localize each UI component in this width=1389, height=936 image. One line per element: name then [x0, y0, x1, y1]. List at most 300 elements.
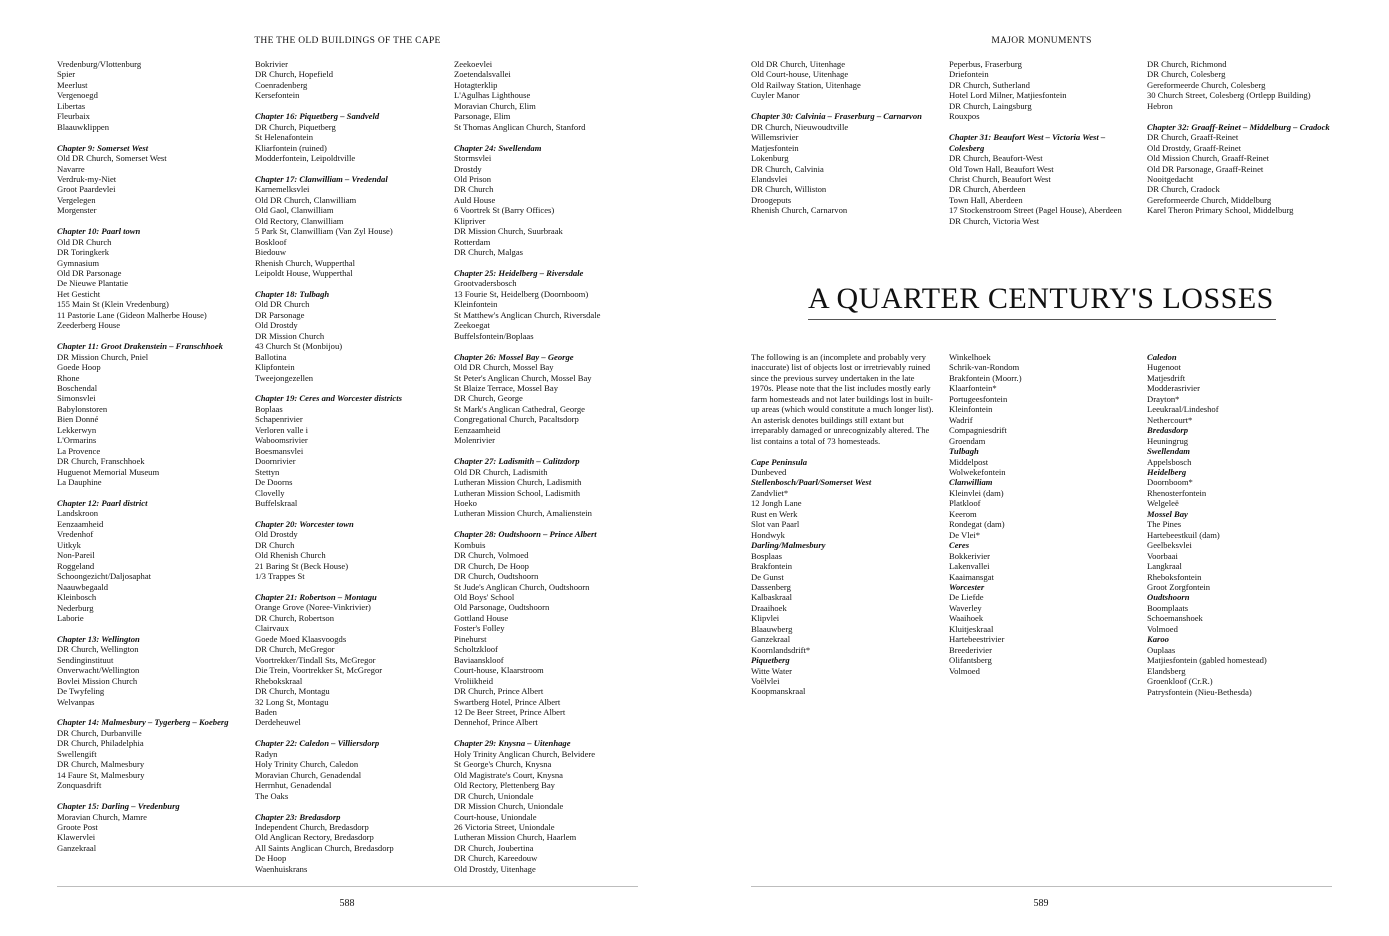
list-item: DR Church, Malmesbury [57, 759, 145, 770]
list-item: Lutheran Mission Church, Amalienstein [454, 508, 592, 519]
list-item: Stettyn [255, 466, 280, 477]
running-head-right: MAJOR MONUMENTS [991, 36, 1092, 46]
chapter-heading: Chapter 29: Knysna – Uitenhage [454, 738, 571, 749]
list-item: Nederburg [57, 602, 94, 613]
list-item: De Hoop [255, 853, 287, 864]
list-item: DR Mission Church, Suurbraak [454, 226, 563, 237]
losses-intro: The following is an (incomplete and probably very inaccurate) list of objects lost or irretrievably ruined since the previous survey undertaken in the late 1970s. Please note that the list includes mostly early farm homesteads and not later buildings lost in built-up areas (which would constitute a much longer list). An asterisk denotes buildings still extant but irreparably damaged or unrecognizably altered. The list contains a total of 73 homesteads. [751, 352, 934, 446]
list-item: Zeederberg House [57, 320, 121, 331]
chapter-heading: Stellenbosch/Paarl/Somerset West [751, 477, 872, 488]
list-item: Lekkerwyn [57, 424, 97, 435]
chapter-heading: Chapter 26: Mossel Bay – George [454, 351, 574, 362]
list-item: Modderasrivier [1147, 383, 1200, 394]
spacer [57, 791, 247, 801]
list-item: Old Town Hall, Beaufort West [949, 163, 1054, 174]
list-item: Langkraal [1147, 561, 1182, 572]
list-item: Old Court-house, Uitenhage [751, 69, 849, 80]
chapter-heading: Chapter 17: Clanwilliam – Vredendal [255, 173, 388, 184]
chapter-heading: Chapter 13: Wellington [57, 633, 140, 644]
list-item: DR Toringkerk [57, 247, 109, 258]
list-item: Swellengift [57, 748, 97, 759]
list-item: De Twyfeling [57, 686, 105, 697]
list-item: Biedouw [255, 247, 287, 258]
list-item: Gymnasium [57, 257, 100, 268]
list-item: Rhenish Church, Carnarvon [751, 205, 848, 216]
list-item: Old DR Church, Mossel Bay [454, 362, 554, 373]
list-item: Middelpost [949, 456, 989, 467]
list-item: All Saints Anglican Church, Bredasdorp [255, 842, 394, 853]
list-item: De Liefde [949, 592, 984, 603]
list-item: Kersefontein [255, 90, 300, 101]
list-item: Congregational Church, Pacaltsdorp [454, 414, 579, 425]
list-item: DR Church [454, 184, 494, 195]
list-item: Koornlandsdrift* [751, 644, 811, 655]
list-item: Uitkyk [57, 539, 81, 550]
spacer [57, 216, 247, 226]
list-item: Ballotina [255, 351, 287, 362]
list-item: Kleinbosch [57, 592, 97, 603]
list-item: Slot van Paarl [751, 519, 800, 530]
list-item: Blaauwberg [751, 623, 793, 634]
spacer [57, 488, 247, 498]
list-item: Old Railway Station, Uitenhage [751, 79, 861, 90]
list-item: Volmoed [949, 665, 980, 676]
list-item: DR Church, Oudtshoorn [454, 571, 539, 582]
list-item: Molenrivier [454, 435, 496, 446]
list-item: Witte Water [751, 665, 793, 676]
list-item: Cuyler Manor [751, 90, 800, 101]
list-item: Blaauwklippen [57, 121, 110, 132]
list-item: Old DR Parsonage [57, 268, 122, 279]
list-item: 1/3 Trappes St [255, 571, 305, 582]
list-item: DR Church, Laingsburg [949, 100, 1032, 111]
list-item: Naauwbegaald [57, 581, 109, 592]
list-item: Lakenvallei [949, 561, 990, 572]
list-item: Tweejongezellen [255, 372, 314, 383]
list-item: 12 Jongh Lane [751, 498, 802, 509]
chapter-heading: Darling/Malmesbury [751, 540, 826, 551]
list-item: DR Church, Colesberg [1147, 69, 1226, 80]
list-item: Matjesfontein [751, 142, 799, 153]
list-item: 13 Fourie St, Heidelberg (Doornboom) [454, 288, 589, 299]
list-item: Welgeleë [1147, 498, 1179, 509]
spacer [949, 122, 1139, 132]
list-item: DR Church, Cradock [1147, 184, 1220, 195]
list-item: Matjiesfontein (gabled homestead) [1147, 655, 1267, 666]
list-item: Boomplaats [1147, 602, 1189, 613]
list-item: Breederivier [949, 644, 992, 655]
list-item: Zeekoegat [454, 320, 490, 331]
list-item: Ouplaas [1147, 644, 1176, 655]
list-item: Old Rectory, Plettenberg Bay [454, 780, 555, 791]
list-item: DR Church, De Hoop [454, 560, 529, 571]
list-item: Sendinginstituut [57, 654, 114, 665]
list-item: Holy Trinity Church, Caledon [255, 759, 359, 770]
list-item: Lutheran Mission Church, Ladismith [454, 477, 582, 488]
list-item: Town Hall, Aberdeen [949, 194, 1023, 205]
losses-column-2 [949, 352, 1139, 676]
list-item: Clairvaux [255, 623, 289, 634]
list-item: DR Church, Durbanville [57, 727, 142, 738]
list-item: Dassenberg [751, 581, 791, 592]
chapter-heading: Caledon [1147, 352, 1177, 362]
list-item: St Helenafontein [255, 132, 313, 143]
list-item: Old DR Church, Clanwilliam [255, 194, 357, 205]
spacer [454, 258, 644, 268]
list-item: Doornrivier [255, 456, 296, 467]
list-item: 30 Church Street, Colesberg (Ortlepp Building) [1147, 90, 1311, 101]
list-item: St Thomas Anglican Church, Stanford [454, 121, 586, 132]
list-item: Old Prison [454, 173, 492, 184]
list-item: Laborie [57, 612, 84, 623]
list-item: Boplaas [255, 403, 283, 414]
list-item: 26 Victoria Street, Uniondale [454, 821, 555, 832]
list-item: Old DR Church, Ladismith [454, 466, 548, 477]
list-item: Orange Grove (Noree-Vinkrivier) [255, 602, 371, 613]
chapter-heading: Chapter 31: Beaufort West – Victoria West – Colesberg [949, 132, 1106, 153]
list-item: DR Church, Wellington [57, 644, 139, 655]
list-item: Baden [255, 707, 277, 717]
list-item: Appelsbosch [1147, 456, 1192, 467]
list-item: Vredenhof [57, 529, 94, 540]
left-column-3 [454, 59, 644, 874]
list-item: Bokrivier [255, 59, 288, 69]
list-item: Hartebeestkuil (dam) [1147, 529, 1220, 540]
list-item: Gereformeerde Church, Middelburg [1147, 194, 1272, 205]
list-item: DR Church, Nieuwoudtville [751, 121, 849, 132]
spacer [255, 582, 445, 592]
list-item: DR Church, Hopefield [255, 69, 334, 80]
list-item: Hotagterklip [454, 79, 498, 90]
list-item: Zoetendalsvallei [454, 69, 511, 80]
list-item: Verdruk-my-Niet [57, 173, 117, 184]
list-item: Vroliikheid [454, 675, 494, 686]
list-item: Schoemanshoek [1147, 613, 1203, 624]
list-item: Old Rhenish Church [255, 550, 326, 561]
list-item: Karel Theron Primary School, Middelburg [1147, 205, 1294, 216]
list-item: Kliarfontein (ruined) [255, 142, 327, 153]
list-item: Zonquasdrift [57, 780, 102, 791]
list-item: Portugeesfontein [949, 393, 1008, 404]
chapter-heading: Chapter 21: Robertson – Montagu [255, 592, 377, 603]
list-item: 5 Park St, Clanwilliam (Van Zyl House) [255, 226, 393, 237]
chapter-heading: Chapter 14: Malmesbury – Tygerberg – Koeberg [57, 717, 229, 728]
list-item: Roggeland [57, 560, 95, 571]
spacer [57, 132, 247, 142]
list-item: Goede Moed Klaasvoogds [255, 633, 347, 644]
list-item: Welvanpas [57, 696, 95, 707]
list-item: DR Church, Beaufort-West [949, 153, 1043, 164]
chapter-heading: Chapter 24: Swellendam [454, 142, 542, 153]
left-column-1 [57, 59, 247, 853]
list-item: Old Drostdy, Graaff-Reinet [1147, 142, 1242, 153]
list-item: St Jude's Anglican Church, Oudtshoorn [454, 581, 590, 592]
list-item: Drayton* [1147, 393, 1180, 404]
list-item: Klipfontein [255, 362, 295, 373]
chapter-heading: Chapter 10: Paarl town [57, 226, 141, 237]
list-item: Brakfontein (Moorr.) [949, 372, 1022, 383]
list-item: Old Mission Church, Graaff-Reinet [1147, 153, 1270, 164]
list-item: De Doorns [255, 477, 293, 488]
list-item: Ganzekraal [57, 842, 97, 853]
chapter-heading: Chapter 12: Paarl district [57, 497, 148, 508]
list-item: Moravian Church, Genadendal [255, 769, 362, 780]
list-item: DR Church, Robertson [255, 612, 335, 623]
list-item: Old DR Church [255, 299, 310, 310]
list-item: La Dauphine [57, 477, 102, 488]
list-item: Doornboom* [1147, 477, 1193, 488]
list-item: De Vlei* [949, 529, 981, 540]
spacer [454, 446, 644, 456]
list-item: Goede Hoop [57, 362, 101, 373]
list-item: Rust en Werk [751, 508, 798, 519]
list-item: Draaihoek [751, 602, 787, 613]
list-item: DR Church, Prince Albert [454, 686, 544, 697]
list-item: Rondegat (dam) [949, 519, 1005, 530]
list-item: Matjesdrift [1147, 372, 1186, 383]
list-item: Huguenot Memorial Museum [57, 466, 160, 477]
list-item: 32 Long St, Montagu [255, 696, 329, 707]
list-item: Old Magistrate's Court, Knysna [454, 769, 563, 780]
spacer [1147, 111, 1337, 121]
list-item: Klawervlei [57, 832, 96, 843]
list-item: 12 De Beer Street, Prince Albert [454, 707, 566, 718]
list-item: DR Church, Graaff-Reinet [1147, 132, 1239, 143]
chapter-heading: Chapter 16: Piquetberg – Sandveld [255, 111, 380, 122]
section-title-rule [808, 319, 1276, 320]
list-item: 6 Voortrek St (Barry Offices) [454, 205, 555, 216]
spacer [255, 278, 445, 288]
list-item: Volmoed [1147, 623, 1178, 634]
list-item: Old Gaol, Clanwilliam [255, 205, 334, 216]
chapter-heading: Swellendam [1147, 446, 1190, 457]
list-item: DR Church, Aberdeen [949, 184, 1026, 195]
list-item: Groot Zorgfontein [1147, 581, 1211, 592]
list-item: Old Boys' School [454, 592, 515, 603]
list-item: Court-house, Uniondale [454, 811, 537, 822]
list-item: Holy Trinity Anglican Church, Belvidere [454, 748, 596, 759]
list-item: Schrik-van-Rondom [949, 362, 1020, 373]
list-item: Radyn [255, 748, 278, 759]
list-item: Old DR Church, Somerset West [57, 153, 167, 164]
page-number-left: 588 [339, 898, 355, 909]
list-item: DR Church, Calvinia [751, 163, 824, 174]
list-item: Hoeko [454, 497, 477, 508]
chapter-heading: Cape Peninsula [751, 456, 808, 467]
list-item: Kleinfontein [949, 404, 993, 415]
list-item: Derdeheuwel [255, 717, 301, 728]
list-item: Hebron [1147, 100, 1173, 111]
list-item: Kluitjeskraal [949, 623, 994, 634]
list-item: 14 Faure St, Malmesbury [57, 769, 145, 780]
chapter-heading: Oudtshoorn [1147, 592, 1190, 603]
spacer [255, 383, 445, 393]
list-item: Winkelhoek [949, 352, 991, 362]
list-item: Meerlust [57, 79, 88, 90]
chapter-heading: Heidelberg [1147, 466, 1187, 477]
chapter-heading: Karoo [1147, 634, 1169, 645]
chapter-heading: Chapter 25: Heidelberg – Riversdale [454, 268, 584, 279]
list-item: Grootvadersbosch [454, 278, 517, 289]
chapter-heading: Mossel Bay [1147, 508, 1188, 519]
list-item: Rhone [57, 372, 80, 383]
list-item: Voëlvlei [751, 676, 780, 687]
chapter-heading: Chapter 20: Worcester town [255, 518, 354, 529]
list-item: Leipoldt House, Wupperthal [255, 268, 353, 279]
list-item: Nooitgedacht [1147, 173, 1194, 184]
list-item: Geelbeksvlei [1147, 540, 1192, 551]
list-item: Lutheran Mission Church, Haarlem [454, 832, 577, 843]
list-item: 155 Main St (Klein Vredenburg) [57, 299, 169, 310]
list-item: St Blaize Terrace, Mossel Bay [454, 383, 559, 393]
list-item: Simonsvlei [57, 393, 96, 404]
list-item: DR Mission Church, Pniel [57, 351, 149, 362]
list-item: Old DR Church, Uitenhage [751, 59, 846, 69]
list-item: Boschendal [57, 383, 98, 393]
list-item: Foster's Folley [454, 623, 505, 634]
spacer [255, 101, 445, 111]
losses-column-1 [751, 352, 935, 697]
list-item: Elandsvlei [751, 173, 788, 184]
list-item: DR Church, Piquetberg [255, 121, 336, 132]
list-item: Buffelsfontein/Boplaas [454, 330, 534, 341]
list-item: Ganzekraal [751, 634, 791, 645]
list-item: Old DR Parsonage, Graaff-Reinet [1147, 163, 1264, 174]
chapter-heading: Clanwilliam [949, 477, 993, 488]
list-item: La Provence [57, 445, 101, 456]
list-item: The Oaks [255, 790, 289, 801]
list-item: Baviaanskloof [454, 654, 504, 665]
list-item: St Matthew's Anglican Church, Riversdale [454, 309, 601, 320]
list-item: Waverley [949, 602, 982, 613]
list-item: Old Anglican Rectory, Bredasdorp [255, 832, 374, 843]
right-top-column-2 [949, 59, 1139, 226]
list-item: Compagniesdrift [949, 425, 1007, 436]
list-item: Boesmansvlei [255, 445, 304, 456]
list-item: Die Trein, Voortrekker St, McGregor [255, 665, 383, 676]
list-item: Zandvliet* [751, 487, 789, 498]
right-top-column-1 [751, 59, 941, 216]
list-item: Pinehurst [454, 633, 487, 644]
spacer [255, 164, 445, 174]
list-item: Kombuis [454, 539, 486, 550]
list-item: Patrysfontein (Nieu-Bethesda) [1147, 686, 1252, 697]
spacer [57, 623, 247, 633]
list-item: Old Parsonage, Oudtshoorn [454, 602, 550, 613]
losses-list-1 [751, 457, 935, 697]
list-item: Het Gesticht [57, 288, 101, 299]
list-item: Herrnhut, Genadendal [255, 780, 332, 791]
chapter-heading: Piquetberg [751, 655, 790, 666]
list-item: Schoongezicht/Daljosaphat [57, 571, 152, 582]
list-item: Groot Paardevlei [57, 184, 116, 195]
list-item: Moravian Church, Elim [454, 100, 536, 111]
spacer [454, 341, 644, 351]
list-item: Nethercourt* [1147, 414, 1193, 425]
list-item: DR Church [255, 539, 295, 550]
chapter-heading: Chapter 18: Tulbagh [255, 288, 330, 299]
list-item: Scholtzkloof [454, 644, 498, 655]
list-item: Wolwekefontein [949, 466, 1006, 477]
list-item: Hartebeestrivier [949, 634, 1005, 645]
list-item: DR Church, McGregor [255, 644, 335, 655]
list-item: Hotel Lord Milner, Matjiesfontein [949, 90, 1067, 101]
list-item: De Nieuwe Plantatie [57, 278, 129, 289]
list-item: DR Mission Church, Uniondale [454, 801, 564, 812]
list-item: L'Ormarins [57, 435, 97, 446]
list-item: DR Church, Richmond [1147, 59, 1227, 69]
list-item: Fleurbaix [57, 111, 90, 122]
list-item: Rhebokskraal [255, 675, 303, 686]
list-item: Eenzaamheid [454, 424, 501, 435]
list-item: Klipvlei [751, 613, 780, 624]
list-item: Babylonstoren [57, 403, 108, 414]
list-item: DR Church, Philadelphia [57, 738, 144, 749]
list-item: Morgenster [57, 205, 97, 216]
list-item: Vergelegen [57, 194, 96, 205]
list-item: Schapenrivier [255, 414, 303, 425]
list-item: St Mark's Anglican Cathedral, George [454, 403, 585, 414]
list-item: Droogeputs [751, 194, 792, 205]
list-item: Groenkloof (Cr.R.) [1147, 676, 1213, 687]
list-item: Old Drostdy [255, 320, 298, 331]
list-item: 43 Church St (Monbijou) [255, 341, 343, 352]
list-item: Landskroon [57, 508, 99, 519]
spacer [57, 331, 247, 341]
list-item: Karnemelksvlei [255, 184, 310, 195]
list-item: DR Parsonage [255, 309, 305, 320]
list-item: Hondwyk [751, 529, 785, 540]
list-item: Peperbus, Fraserburg [949, 59, 1022, 69]
list-item: Old DR Church [57, 236, 112, 247]
list-item: Drostdy [454, 163, 482, 174]
list-item: DR Church, George [454, 393, 523, 404]
list-item: Kaaimansgat [949, 571, 994, 582]
list-item: L'Agulhas Lighthouse [454, 90, 531, 101]
spacer [255, 728, 445, 738]
list-item: Rhenish Church, Wupperthal [255, 257, 355, 268]
list-item: St George's Church, Knysna [454, 759, 552, 770]
spacer [454, 728, 644, 738]
list-item: DR Church, Volmoed [454, 550, 529, 561]
chapter-heading: Tulbagh [949, 446, 979, 457]
list-item: DR Church, Kareedouw [454, 853, 538, 864]
list-item: Navarre [57, 163, 85, 174]
list-item: Rheboksfontein [1147, 571, 1202, 582]
list-item: Zeekoevlei [454, 59, 493, 69]
list-item: Bosplaas [751, 550, 783, 561]
list-item: 21 Baring St (Beck House) [255, 560, 349, 571]
list-item: DR Mission Church [255, 330, 325, 341]
list-item: Hugenoot [1147, 362, 1181, 373]
list-item: Kleinvlei (dam) [949, 487, 1004, 498]
list-item: Coenradenberg [255, 79, 308, 90]
list-item: Christ Church, Beaufort West [949, 173, 1051, 184]
list-item: Bien Donné [57, 414, 99, 425]
list-item: Groendam [949, 435, 986, 446]
list-item: The Pines [1147, 519, 1182, 530]
spacer [255, 508, 445, 518]
list-item: 17 Stockenstroom Street (Pagel House), Aberdeen [949, 205, 1122, 216]
left-page [0, 0, 694, 936]
list-item: Waboomsrivier [255, 435, 308, 446]
list-item: Rotterdam [454, 236, 491, 247]
chapter-heading: Chapter 22: Caledon – Villiersdorp [255, 738, 380, 749]
list-item: Libertas [57, 100, 86, 111]
list-item: Parsonage, Elim [454, 111, 511, 122]
list-item: Kleinfontein [454, 299, 498, 310]
list-item: Driefontein [949, 69, 989, 80]
